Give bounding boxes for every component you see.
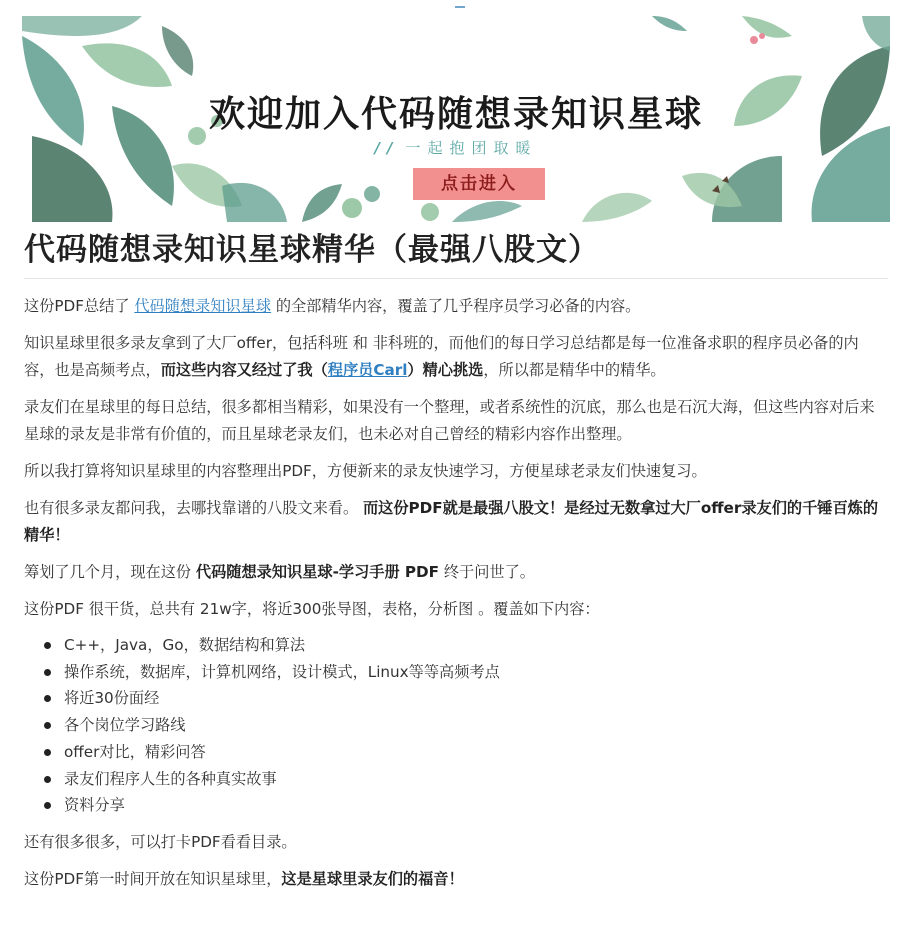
banner-subtitle-text: 一起抱团取暖 xyxy=(405,139,538,157)
list-item: 录友们程序人生的各种真实故事 xyxy=(44,766,888,793)
paragraph-more: 还有很多很多，可以打卡PDF看看目录。 xyxy=(24,832,297,851)
list-item: C++，Java，Go，数据结构和算法 xyxy=(44,632,888,659)
paragraph-open xyxy=(24,866,888,893)
release-text-before: 筹划了几个月，现在这份 xyxy=(24,563,196,581)
top-divider xyxy=(455,6,465,8)
intro-text-before: 这份PDF总结了 xyxy=(24,297,135,315)
intro-text-after: 的全部精华内容，覆盖了几乎程序员学习必备的内容。 xyxy=(271,297,641,315)
list-item: 各个岗位学习路线 xyxy=(44,712,888,739)
offers-bold-end: ）精心挑选 xyxy=(407,361,484,379)
paragraph-plan: 所以我打算将知识星球里的内容整理出PDF，方便新来的录友快速学习，方便星球老录友们快速复习。 xyxy=(24,462,707,480)
banner-subtitle xyxy=(22,137,890,158)
paragraph-offers xyxy=(24,330,888,384)
enter-button[interactable]: 点击进入 xyxy=(413,168,545,200)
paragraph-bagu xyxy=(24,495,888,549)
coverage-list xyxy=(24,632,888,819)
open-bold: 这是星球里录友们的福音！ xyxy=(281,869,464,888)
article-title: 代码随想录知识星球精华（最强八股文） xyxy=(24,228,888,279)
bagu-text: 也有很多录友都问我，去哪找靠谱的八股文来看。 xyxy=(24,499,363,517)
list-item: 资料分享 xyxy=(44,792,888,819)
list-item: offer对比，精彩问答 xyxy=(44,739,888,766)
list-item: 将近30份面经 xyxy=(44,685,888,712)
list-item: 操作系统，数据库，计算机网络，设计模式，Linux等等高频考点 xyxy=(44,659,888,686)
offers-bold-start: 而这些内容又经过了我（ xyxy=(160,361,328,379)
author-link[interactable]: 程序员Carl xyxy=(327,361,408,379)
open-text: 这份PDF第一时间开放在知识星球里， xyxy=(24,869,282,888)
offers-text: 知识星球里很多录友拿到了大厂offer，包括科班 和 非科班的，而他们的每日学习总结都是每一位准备求职的程序员必备的内容，也是高频考点， xyxy=(24,334,859,379)
banner-title: 欢迎加入代码随想录知识星球 xyxy=(208,94,703,135)
paragraph-summaries: 录友们在星球里的每日总结，很多都相当精彩，如果没有一个整理，或者系统性的沉底，那么也是石沉大海，但这些内容对后来星球的录友是非常有价值的，而且星球老录友们，也未必对自己曾经的精彩内容作出整理。 xyxy=(24,398,875,443)
banner[interactable] xyxy=(22,16,890,222)
release-text-after: 终于问世了。 xyxy=(439,563,535,581)
banner-subtitle-prefix: // xyxy=(374,139,400,157)
release-bold: 代码随想录知识星球-学习手册 PDF xyxy=(195,563,440,581)
paragraph-release xyxy=(24,559,888,586)
bagu-bold: 而这份PDF就是最强八股文！是经过无数拿过大厂offer录友们的千锤百炼的精华！ xyxy=(24,499,879,544)
planet-link[interactable]: 代码随想录知识星球 xyxy=(134,297,272,315)
offers-text-end: ，所以都是精华中的精华。 xyxy=(483,361,666,379)
article xyxy=(24,228,888,893)
paragraph-coverage: 这份PDF 很干货，总共有 21w字，将近300张导图，表格，分析图 。覆盖如下内容： xyxy=(24,600,600,618)
paragraph-intro xyxy=(24,293,888,320)
